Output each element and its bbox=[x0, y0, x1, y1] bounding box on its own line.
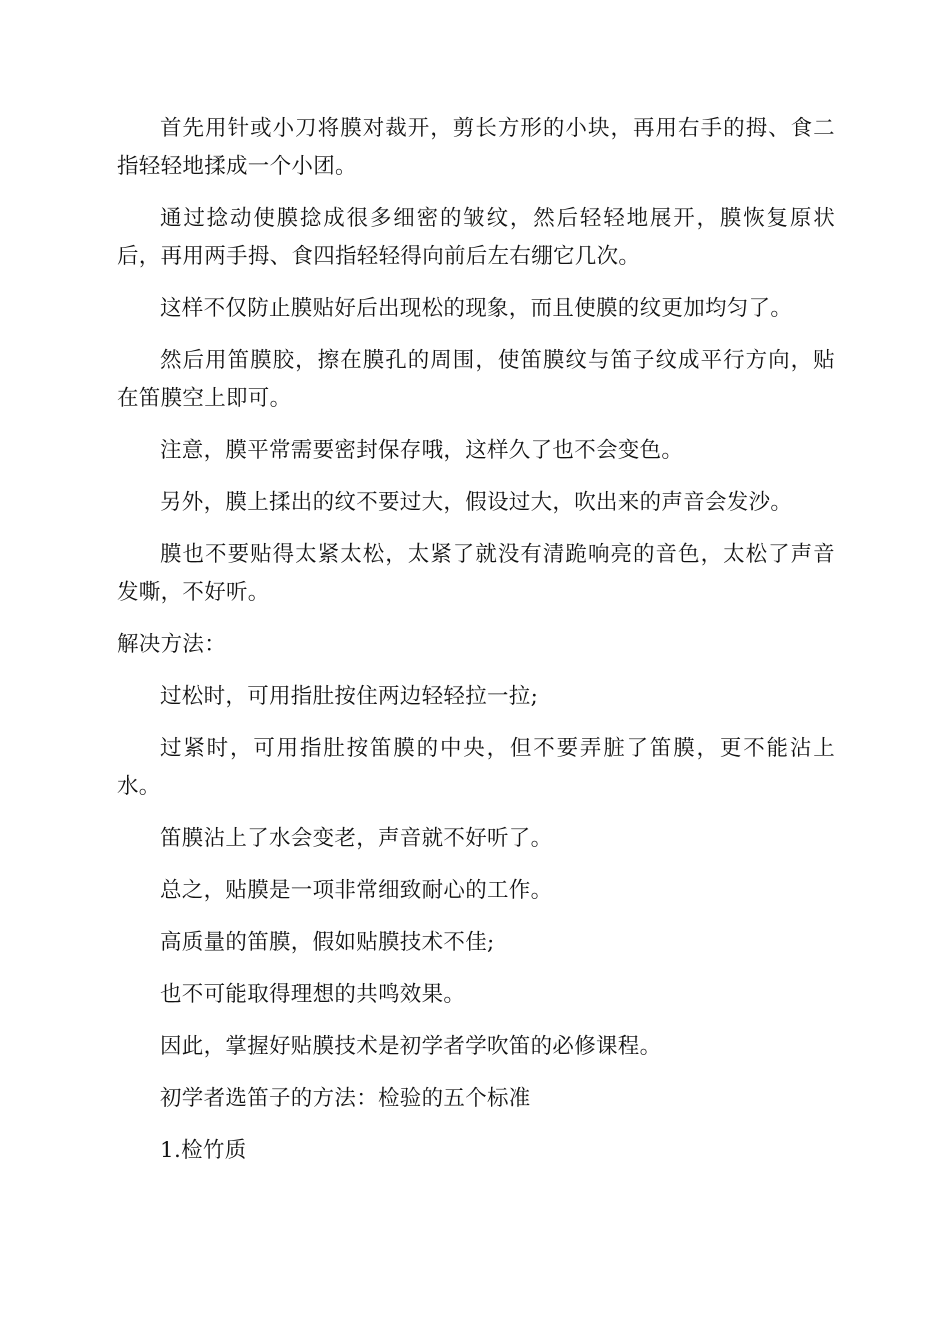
document-body bbox=[117, 110, 835, 1184]
paragraph: 笛膜沾上了水会变老，声音就不好听了。 bbox=[160, 826, 553, 851]
paragraph: 高质量的笛膜，假如贴膜技术不佳; bbox=[160, 930, 495, 955]
paragraph: 另外，膜上揉出的纹不要过大，假设过大，吹出来的声音会发沙。 bbox=[160, 490, 793, 515]
section-heading: 解决方法： bbox=[117, 632, 227, 657]
paragraph: 也不可能取得理想的共鸣效果。 bbox=[160, 982, 466, 1007]
paragraph: 因此，掌握好贴膜技术是初学者学吹笛的必修课程。 bbox=[160, 1034, 662, 1059]
paragraph: 过紧时，可用指肚按笛膜的中央，但不要弄脏了笛膜，更不能沾上水。 bbox=[117, 736, 835, 799]
paragraph: 过松时，可用指肚按住两边轻轻拉一拉; bbox=[160, 684, 539, 709]
paragraph: 通过捻动使膜捻成很多细密的皱纹，然后轻轻地展开，膜恢复原状后，再用两手拇、食四指轻轻得向前后左右绷它几次。 bbox=[117, 206, 835, 269]
paragraph: 注意，膜平常需要密封保存哦，这样久了也不会变色。 bbox=[160, 438, 684, 463]
paragraph: 然后用笛膜胶，擦在膜孔的周围，使笛膜纹与笛子纹成平行方向，贴在笛膜空上即可。 bbox=[117, 348, 835, 411]
subsection-title: 初学者选笛子的方法：检验的五个标准 bbox=[160, 1086, 531, 1111]
list-item: 1.检竹质 bbox=[160, 1138, 247, 1163]
paragraph: 首先用针或小刀将膜对裁开，剪长方形的小块，再用右手的拇、食二指轻轻地揉成一个小团。 bbox=[117, 116, 835, 179]
paragraph: 这样不仅防止膜贴好后出现松的现象，而且使膜的纹更加均匀了。 bbox=[160, 296, 793, 321]
paragraph: 总之，贴膜是一项非常细致耐心的工作。 bbox=[160, 878, 553, 903]
paragraph: 膜也不要贴得太紧太松，太紧了就没有清跪响亮的音色，太松了声音发嘶，不好听。 bbox=[117, 542, 835, 605]
